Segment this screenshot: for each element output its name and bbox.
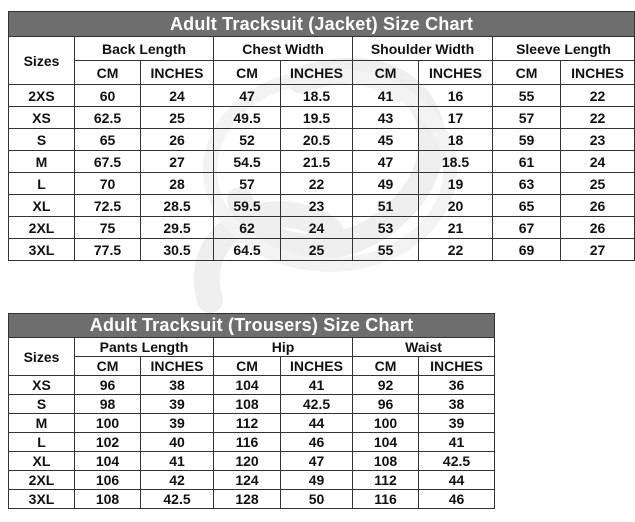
measurement-value: 21: [419, 217, 493, 239]
size-label: M: [9, 151, 75, 173]
measurement-value: 63: [493, 173, 561, 195]
size-label: XL: [9, 452, 75, 471]
size-label: XS: [9, 107, 75, 129]
measurement-value: 47: [214, 85, 281, 107]
measurement-value: 108: [75, 490, 141, 509]
unit-header-row: [9, 61, 635, 85]
measurement-value: 67: [493, 217, 561, 239]
measurement-value: 67.5: [75, 151, 141, 173]
unit-header: CM: [353, 61, 419, 85]
measurement-value: 24: [561, 151, 635, 173]
measurement-value: 40: [141, 433, 214, 452]
unit-header: CM: [493, 61, 561, 85]
measurement-value: 26: [141, 129, 214, 151]
measurement-value: 42.5: [419, 452, 495, 471]
unit-header: INCHES: [141, 357, 214, 376]
measurement-value: 100: [75, 414, 141, 433]
measurement-value: 100: [353, 414, 419, 433]
measurement-value: 55: [493, 85, 561, 107]
size-label: 3XL: [9, 490, 75, 509]
unit-header: INCHES: [419, 357, 495, 376]
measurement-value: 45: [353, 129, 419, 151]
measurement-value: 62: [214, 217, 281, 239]
measurement-value: 20.5: [281, 129, 353, 151]
measurement-value: 108: [214, 395, 281, 414]
measurement-group-header: Waist: [353, 338, 495, 357]
unit-header: INCHES: [561, 61, 635, 85]
size-label: 3XL: [9, 239, 75, 261]
measurement-value: 43: [353, 107, 419, 129]
measurement-value: 72.5: [75, 195, 141, 217]
measurement-value: 25: [281, 239, 353, 261]
measurement-value: 19: [419, 173, 493, 195]
size-row: [9, 129, 635, 151]
size-row: [9, 414, 495, 433]
measurement-value: 77.5: [75, 239, 141, 261]
size-label: XS: [9, 376, 75, 395]
measurement-value: 18: [419, 129, 493, 151]
measurement-value: 64.5: [214, 239, 281, 261]
measurement-value: 27: [561, 239, 635, 261]
measurement-value: 41: [141, 452, 214, 471]
measurement-group-header: Shoulder Width: [353, 37, 493, 61]
sizes-column-header: Sizes: [9, 338, 75, 376]
measurement-value: 98: [75, 395, 141, 414]
measurement-value: 22: [281, 173, 353, 195]
measurement-value: 96: [353, 395, 419, 414]
measurement-value: 39: [419, 414, 495, 433]
measurement-value: 38: [419, 395, 495, 414]
size-label: S: [9, 395, 75, 414]
size-row: [9, 173, 635, 195]
measurement-value: 55: [353, 239, 419, 261]
size-row: [9, 217, 635, 239]
size-row: [9, 433, 495, 452]
measurement-value: 46: [281, 433, 353, 452]
measurement-value: 30.5: [141, 239, 214, 261]
measurement-value: 22: [419, 239, 493, 261]
measurement-value: 26: [561, 217, 635, 239]
measurement-value: 41: [419, 433, 495, 452]
measurement-group-header: Back Length: [75, 37, 214, 61]
measurement-value: 18.5: [419, 151, 493, 173]
measurement-value: 16: [419, 85, 493, 107]
measurement-value: 65: [493, 195, 561, 217]
measurement-value: 75: [75, 217, 141, 239]
measurement-value: 116: [353, 490, 419, 509]
measurement-value: 22: [561, 85, 635, 107]
unit-header: INCHES: [419, 61, 493, 85]
size-row: [9, 85, 635, 107]
measurement-value: 47: [281, 452, 353, 471]
measurement-value: 44: [419, 471, 495, 490]
measurement-value: 24: [141, 85, 214, 107]
measurement-value: 42.5: [141, 490, 214, 509]
measurement-value: 39: [141, 395, 214, 414]
size-label: S: [9, 129, 75, 151]
measurement-value: 112: [214, 414, 281, 433]
size-row: [9, 376, 495, 395]
measurement-value: 49.5: [214, 107, 281, 129]
measurement-group-header: Chest Width: [214, 37, 353, 61]
size-label: L: [9, 173, 75, 195]
measurement-value: 59: [493, 129, 561, 151]
measurement-value: 62.5: [75, 107, 141, 129]
measurement-value: 104: [353, 433, 419, 452]
title-row: [9, 314, 495, 338]
size-label: 2XL: [9, 471, 75, 490]
size-row: [9, 490, 495, 509]
chart-title: Adult Tracksuit (Jacket) Size Chart: [9, 12, 635, 37]
size-label: L: [9, 433, 75, 452]
jacket-size-chart: [8, 11, 635, 261]
measurement-value: 108: [353, 452, 419, 471]
measurement-value: 41: [353, 85, 419, 107]
measurement-value: 61: [493, 151, 561, 173]
measurement-value: 23: [561, 129, 635, 151]
measurement-value: 42.5: [281, 395, 353, 414]
unit-header: INCHES: [141, 61, 214, 85]
measurement-value: 20: [419, 195, 493, 217]
measurement-value: 22: [561, 107, 635, 129]
measurement-value: 50: [281, 490, 353, 509]
measurement-value: 49: [281, 471, 353, 490]
measurement-value: 19.5: [281, 107, 353, 129]
size-row: [9, 395, 495, 414]
size-label: 2XL: [9, 217, 75, 239]
measurement-value: 18.5: [281, 85, 353, 107]
measurement-header-row: [9, 338, 495, 357]
measurement-value: 59.5: [214, 195, 281, 217]
size-row: [9, 195, 635, 217]
measurement-value: 23: [281, 195, 353, 217]
unit-header: CM: [75, 357, 141, 376]
measurement-value: 128: [214, 490, 281, 509]
measurement-value: 49: [353, 173, 419, 195]
size-row: [9, 107, 635, 129]
measurement-value: 92: [353, 376, 419, 395]
size-label: XL: [9, 195, 75, 217]
measurement-value: 44: [281, 414, 353, 433]
measurement-value: 26: [561, 195, 635, 217]
unit-header: CM: [353, 357, 419, 376]
measurement-value: 27: [141, 151, 214, 173]
unit-header-row: [9, 357, 495, 376]
measurement-value: 25: [141, 107, 214, 129]
size-row: [9, 239, 635, 261]
measurement-value: 52: [214, 129, 281, 151]
measurement-group-header: Pants Length: [75, 338, 214, 357]
unit-header: CM: [214, 357, 281, 376]
measurement-value: 28.5: [141, 195, 214, 217]
measurement-value: 24: [281, 217, 353, 239]
measurement-value: 124: [214, 471, 281, 490]
measurement-value: 47: [353, 151, 419, 173]
title-row: [9, 12, 635, 37]
measurement-value: 102: [75, 433, 141, 452]
measurement-value: 96: [75, 376, 141, 395]
measurement-value: 39: [141, 414, 214, 433]
measurement-value: 17: [419, 107, 493, 129]
measurement-value: 65: [75, 129, 141, 151]
size-label: 2XS: [9, 85, 75, 107]
measurement-value: 25: [561, 173, 635, 195]
measurement-value: 28: [141, 173, 214, 195]
unit-header: CM: [75, 61, 141, 85]
measurement-value: 104: [214, 376, 281, 395]
sizes-column-header: Sizes: [9, 37, 75, 85]
measurement-value: 36: [419, 376, 495, 395]
measurement-value: 57: [214, 173, 281, 195]
size-row: [9, 452, 495, 471]
measurement-value: 42: [141, 471, 214, 490]
measurement-value: 57: [493, 107, 561, 129]
measurement-value: 70: [75, 173, 141, 195]
unit-header: INCHES: [281, 357, 353, 376]
measurement-value: 60: [75, 85, 141, 107]
measurement-value: 120: [214, 452, 281, 471]
measurement-value: 116: [214, 433, 281, 452]
measurement-value: 106: [75, 471, 141, 490]
chart-title: Adult Tracksuit (Trousers) Size Chart: [9, 314, 495, 338]
measurement-value: 21.5: [281, 151, 353, 173]
measurement-value: 69: [493, 239, 561, 261]
measurement-value: 41: [281, 376, 353, 395]
measurement-value: 53: [353, 217, 419, 239]
measurement-value: 46: [419, 490, 495, 509]
measurement-group-header: Sleeve Length: [493, 37, 635, 61]
measurement-value: 29.5: [141, 217, 214, 239]
size-row: [9, 151, 635, 173]
size-row: [9, 471, 495, 490]
size-label: M: [9, 414, 75, 433]
measurement-header-row: [9, 37, 635, 61]
measurement-value: 104: [75, 452, 141, 471]
measurement-value: 54.5: [214, 151, 281, 173]
trousers-size-chart: [8, 313, 495, 509]
unit-header: INCHES: [281, 61, 353, 85]
measurement-value: 51: [353, 195, 419, 217]
measurement-value: 38: [141, 376, 214, 395]
measurement-group-header: Hip: [214, 338, 353, 357]
measurement-value: 112: [353, 471, 419, 490]
unit-header: CM: [214, 61, 281, 85]
